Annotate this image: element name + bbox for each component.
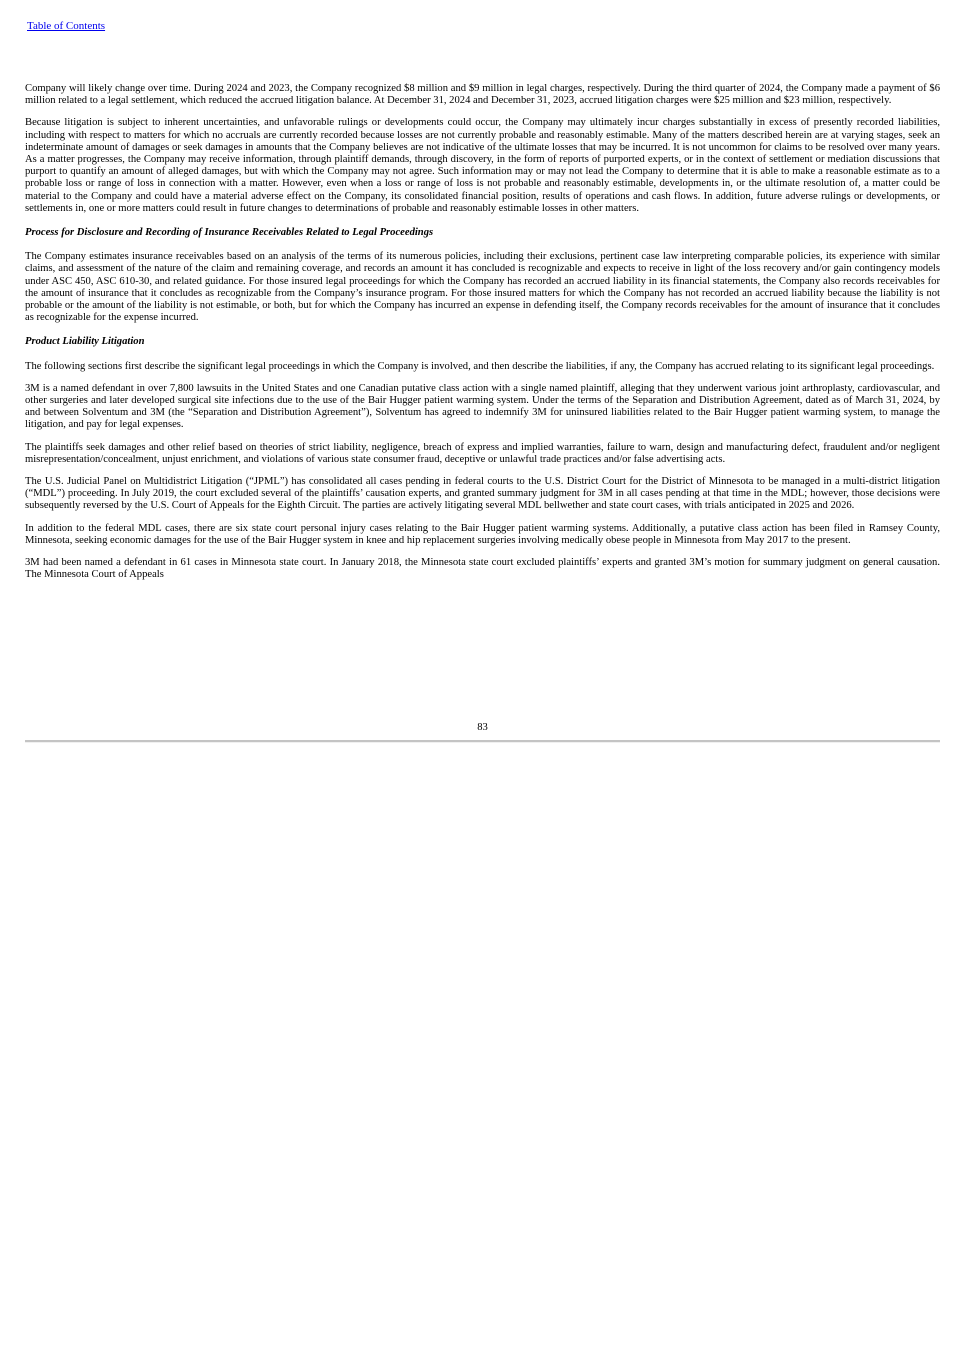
paragraph: 3M had been named a defendant in 61 cases in Minnesota state court. In January 2018, the Minnesota state court excluded plaintiffs’ experts and granted 3M’s motion for summary judgment on general causation. The Minnesota Court of Appeals — [25, 557, 940, 581]
document-body — [25, 83, 940, 592]
paragraph: The following sections first describe the significant legal proceedings in which the Company is involved, and then describe the liabilities, if any, the Company has accrued relating to its significant legal proceedings. — [25, 360, 935, 372]
paragraph: The Company estimates insurance receivables based on an analysis of the terms of its numerous policies, including their exclusions, pertinent case law interpreting comparable policies, its experience with similar claims, and assessment of the nature of the claim and remaining coverage, and records an amount it has concluded is recognizable and expects to receive in light of the loss recovery and/or gain contingency models under ASC 450, ASC 610-30, and related guidance. For those insured legal proceedings for which the Company has recorded an accrued liability in its financial statements, the Company also records receivables for the amount of insurance that it concludes as recognizable from the Company’s insurance program. For those insured matters for which the Company has not recorded an accrued liability because the liability is not probable or the amount of the liability is not estimable, or both, but for which the Company has incurred an expense in defending itself, the Company records receivables for the amount of insurance that it concludes as recognizable for the expense incurred. — [25, 251, 940, 324]
page-number: 83 — [477, 722, 488, 733]
paragraph: The plaintiffs seek damages and other relief based on theories of strict liability, negligence, breach of express and implied warranties, failure to warn, design and manufacturing defect, fraudulent and/or negligent misrepresentation/concealment, unjust enrichment, and violations of various state consumer fraud, deceptive or unlawful trade practices and/or false advertising acts. — [25, 441, 940, 465]
section-heading: Product Liability Litigation — [25, 336, 145, 348]
section-heading: Process for Disclosure and Recording of Insurance Receivables Related to Legal Proceedings — [25, 227, 434, 239]
paragraph: Company will likely change over time. During 2024 and 2023, the Company recognized $8 million and $9 million in legal charges, respectively. During the third quarter of 2024, the Company made a payment of $6 million related to a legal settlement, which reduced the accrued litigation balance. At December 31, 2024 and December 31, 2023, accrued litigation charges were $25 million and $23 million, respectively. — [25, 83, 940, 107]
page-divider — [25, 740, 940, 743]
paragraph: In addition to the federal MDL cases, there are six state court personal injury cases relating to the Bair Hugger patient warming systems. Additionally, a putative class action has been filed in Ramsey County, Minnesota, seeking economic damages for the use of the Bair Hugger system in knee and hip replacement surgeries involving medically obese people in Minnesota from May 2017 to the present. — [25, 522, 940, 546]
paragraph: The U.S. Judicial Panel on Multidistrict Litigation (“JPML”) has consolidated all cases pending in federal courts to the U.S. District Court for the District of Minnesota to be managed in a multi-district litigation (“MDL”) proceeding. In July 2019, the court excluded several of the plaintiffs’ causation experts, and granted summary judgment for 3M in all cases pending at that time in the MDL; however, those decisions were subsequently reversed by the U.S. Court of Appeals for the Eighth Circuit. The parties are actively litigating several MDL bellwether and state court cases, with trials anticipated in 2025 and 2026. — [25, 476, 940, 512]
paragraph: 3M is a named defendant in over 7,800 lawsuits in the United States and one Canadian putative class action with a single named plaintiff, alleging that they underwent various joint arthroplasty, cardiovascular, and other surgeries and later developed surgical site infections due to the use of the Bair Hugger patient warming system. Under the terms of the Separation and Distribution Agreement, dated as of March 31, 2024, by and between Solventum and 3M (the “Separation and Distribution Agreement”), Solventum has agreed to indemnify 3M for uninsured liabilities related to the Bair Hugger patient warming system, to manage the litigation, and pay for legal expenses. — [25, 382, 940, 431]
page-footer — [25, 722, 940, 743]
table-of-contents-link[interactable]: Table of Contents — [27, 20, 106, 32]
paragraph: Because litigation is subject to inherent uncertainties, and unfavorable rulings or developments could occur, the Company may ultimately incur charges substantially in excess of presently recorded liabilities, including with respect to matters for which no accruals are currently recorded because losses are not currently probable and reasonably estimable. Many of the matters described herein are at varying stages, seek an indeterminate amount of damages or seek damages in amounts that the Company believes are not indicative of the ultimate losses that may be incurred. It is not uncommon for claims to be resolved over many years. As a matter progresses, the Company may receive information, through plaintiff demands, through discovery, in the form of reports of purported experts, or in the context of settlement or mediation discussions that purport to quantify an amount of alleged damages, but with which the Company may not agree. Such information may or may not lead the Company to determine that it is able to make a reasonable estimate as to a probable loss or range of loss in connection with a matter. However, even when a loss or range of loss is not probable and reasonably estimable, developments in, or the ultimate resolution of, a matter could be material to the Company and could have a material adverse effect on the Company, its consolidated financial position, results of operations and cash flows. In addition, future adverse rulings or developments, or settlements in, one or more matters could result in future changes to determinations of probable and reasonably estimable losses in other matters. — [25, 117, 940, 214]
